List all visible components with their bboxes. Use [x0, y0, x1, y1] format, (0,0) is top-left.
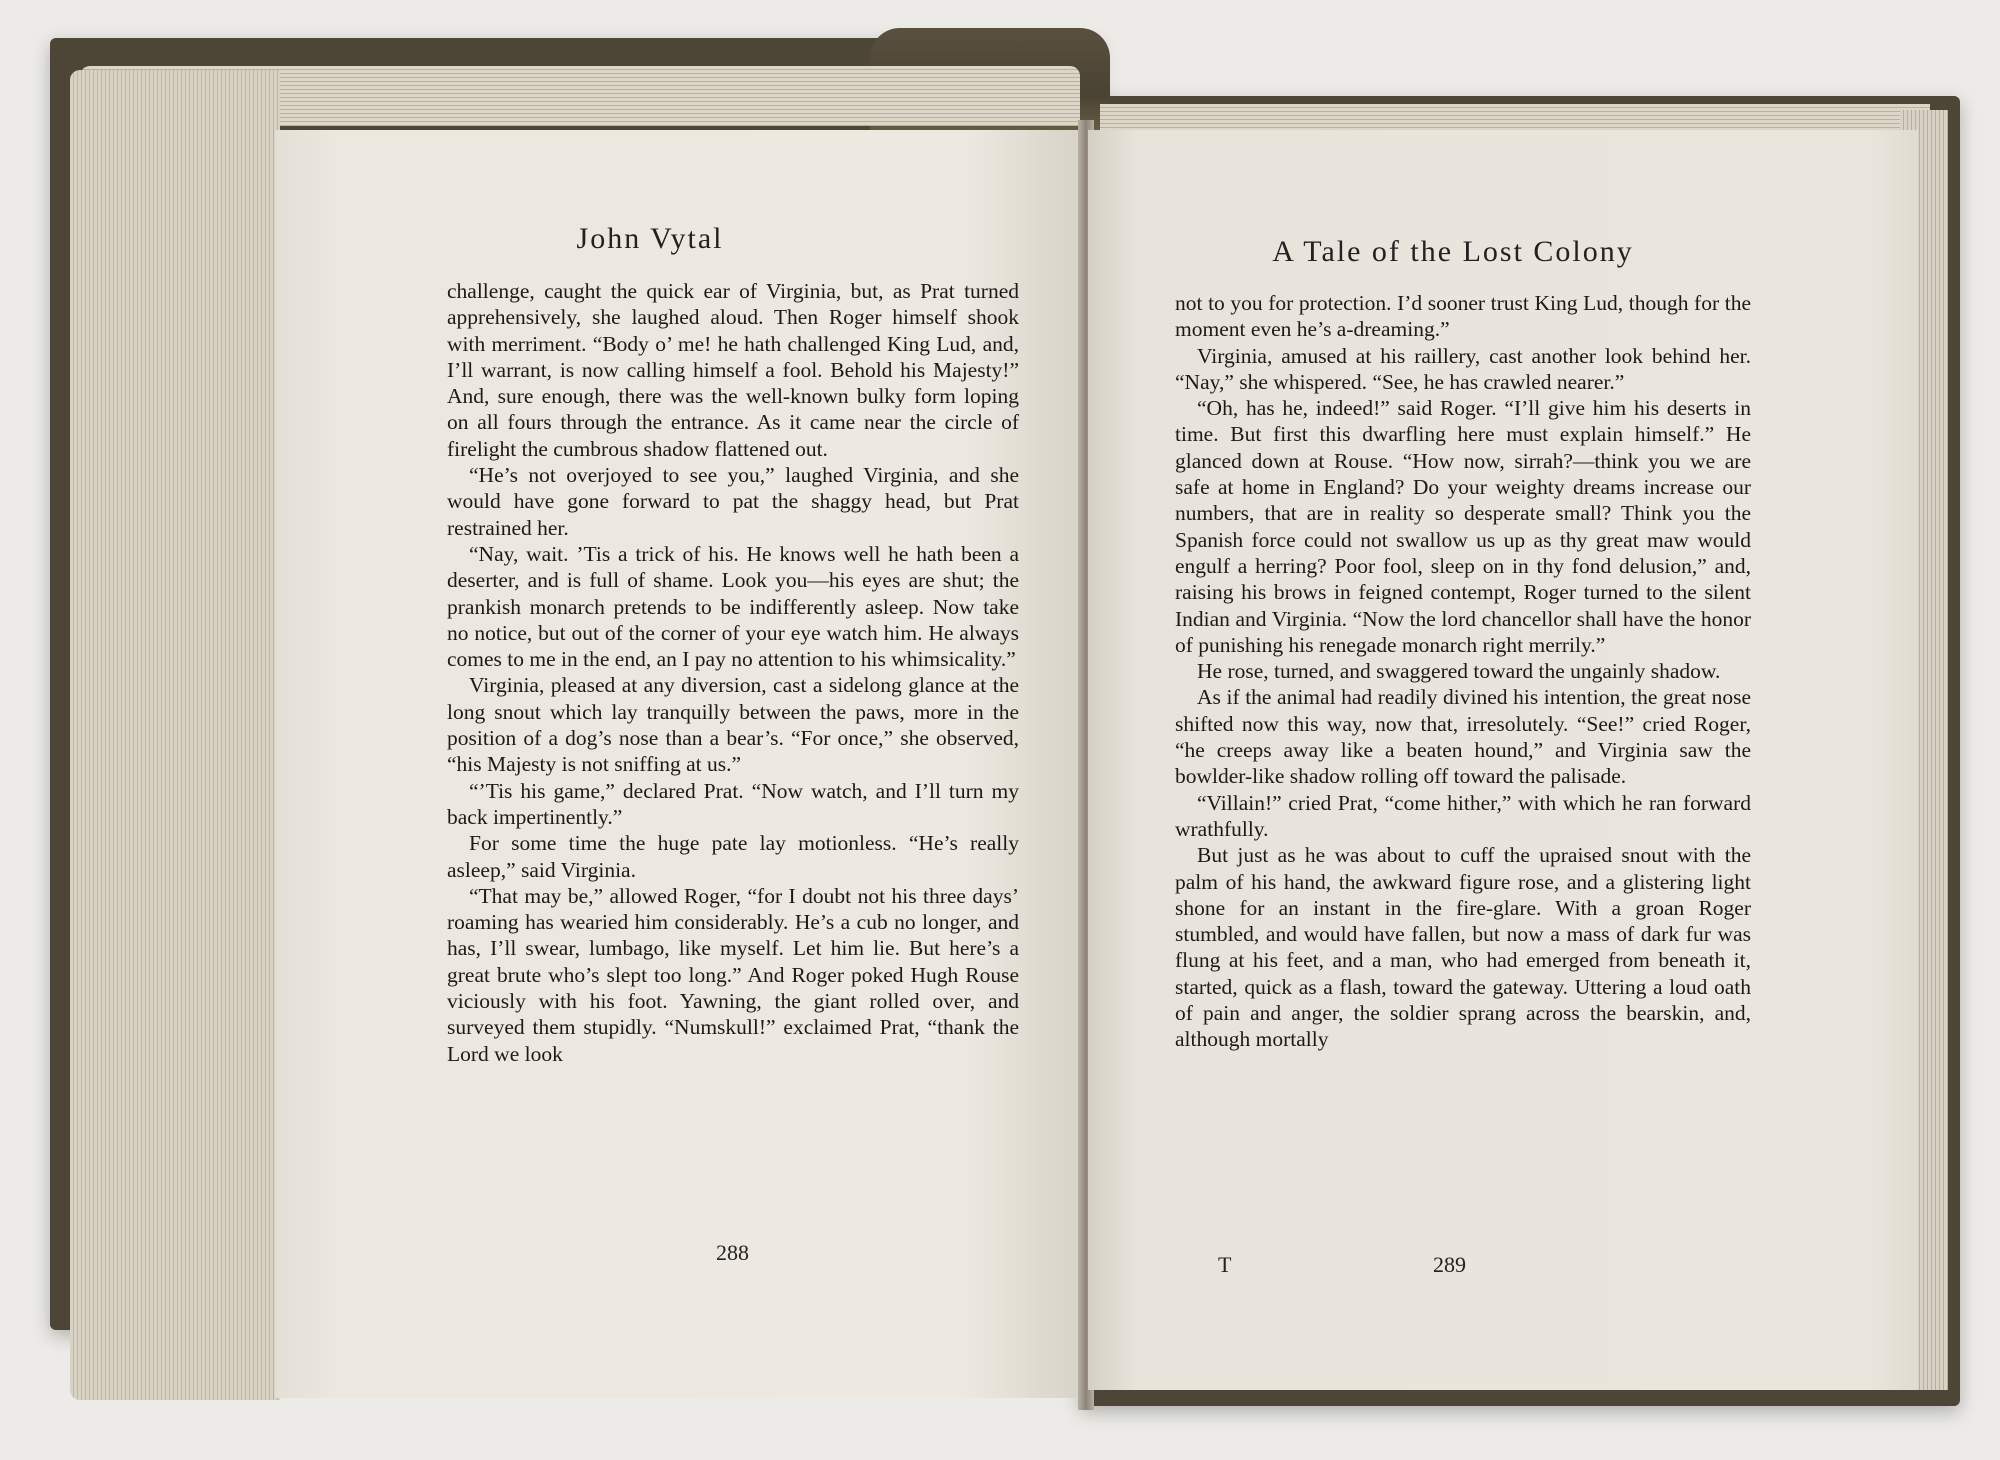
page-edges-left [70, 70, 280, 1400]
paragraph: But just as he was about to cuff the upraised snout with the palm of his hand, the awkward figure rose, and a glistering light shone for an instant in the fire-glare. With a groan Roger stumbled, and would have fallen, but now a mass of dark fur was flung at his feet, and a man, who had emerged from beneath it, started, quick as a flash, toward the gateway. Uttering a loud oath of pain and anger, the soldier sprang across the bearskin, and, although mortally [1175, 843, 1751, 1052]
left-page [275, 130, 1085, 1398]
paragraph: “That may be,” allowed Roger, “for I doubt not his three days’ roaming has wearied him considerably. He’s a cub no longer, and has, I’ll swear, lumbago, like myself. Let him lie. But here’s a great brute who’s slept too long.” And Roger poked Hugh Rouse viciously with his foot. Yawning, the giant rolled over, and surveyed them stupidly. “Numskull!” exclaimed Prat, “thank the Lord we look [447, 883, 1019, 1066]
paragraph: “Villain!” cried Prat, “come hither,” with which he ran forward wrathfully. [1175, 790, 1751, 841]
left-page-text [447, 278, 1019, 1067]
paragraph: not to you for protection. I’d sooner trust King Lud, though for the moment even he’s a-dreaming.” [1175, 291, 1751, 342]
paragraph: “Nay, wait. ’Tis a trick of his. He knows well he hath been a deserter, and is full of shame. Look you—his eyes are shut; the prankish monarch pretends to be indifferently asleep. Now take no notice, but out of the corner of your eye watch him. He always comes to me in the end, an I pay no attention to his whimsicality.” [447, 541, 1019, 672]
paragraph: “Oh, has he, indeed!” said Roger. “I’ll give him his deserts in time. But first this dwarfling here must explain himself.” He glanced down at Rouse. “How now, sirrah?—think you we are safe at home in England? Do your weighty dreams increase our numbers, that are in reality so desperate small? Think you the Spanish force could not swallow us up as thy great maw would engulf a herring? Poor fool, sleep on in thy fond delusion,” and, raising his brows in feigned contempt, Roger turned to the silent Indian and Virginia. “Now the lord chancellor shall have the honor of punishing his renegade monarch right merrily.” [1175, 396, 1751, 657]
page-number-left: 288 [716, 1240, 749, 1265]
paragraph: He rose, turned, and swaggered toward the ungainly shadow. [1197, 659, 1721, 684]
running-head-left: John Vytal [576, 222, 724, 255]
running-head-right: A Tale of the Lost Colony [1272, 235, 1634, 268]
paragraph: challenge, caught the quick ear of Virginia, but, as Prat turned apprehensively, she laughed aloud. Then Roger himself shook with merriment. “Body o’ me! he hath challenged King Lud, and, I’ll warrant, is now calling himself a fool. Behold his Majesty!” And, sure enough, there was the well-known bulky form loping on all fours through the entrance. As it came near the circle of firelight the cumbrous shadow flattened out. [447, 279, 1019, 461]
paragraph: For some time the huge pate lay motionless. “He’s really asleep,” said Virginia. [447, 831, 1019, 882]
right-page [1088, 130, 1918, 1390]
page-number-right: 289 [1433, 1252, 1466, 1277]
right-page-text [1175, 290, 1751, 1053]
paragraph: “He’s not overjoyed to see you,” laughed Virginia, and she would have gone forward to pat the shaggy head, but Prat restrained her. [447, 463, 1019, 540]
paragraph: Virginia, amused at his raillery, cast another look behind her. “Nay,” she whispered. “See, he has crawled nearer.” [1175, 343, 1751, 394]
signature-mark: T [1218, 1252, 1232, 1277]
paragraph: “’Tis his game,” declared Prat. “Now watch, and I’ll turn my back impertinently.” [447, 778, 1019, 829]
paragraph: As if the animal had readily divined his intention, the great nose shifted now this way, now that, irresolutely. “See!” cried Roger, “he creeps away like a beaten hound,” and Virginia saw the bowlder-like shadow rolling off toward the palisade. [1175, 685, 1751, 789]
paragraph: Virginia, pleased at any diversion, cast a sidelong glance at the long snout which lay tranquilly between the paws, more in the position of a dog’s nose than a bear’s. “For once,” she observed, “his Majesty is not sniffing at us.” [447, 673, 1019, 777]
